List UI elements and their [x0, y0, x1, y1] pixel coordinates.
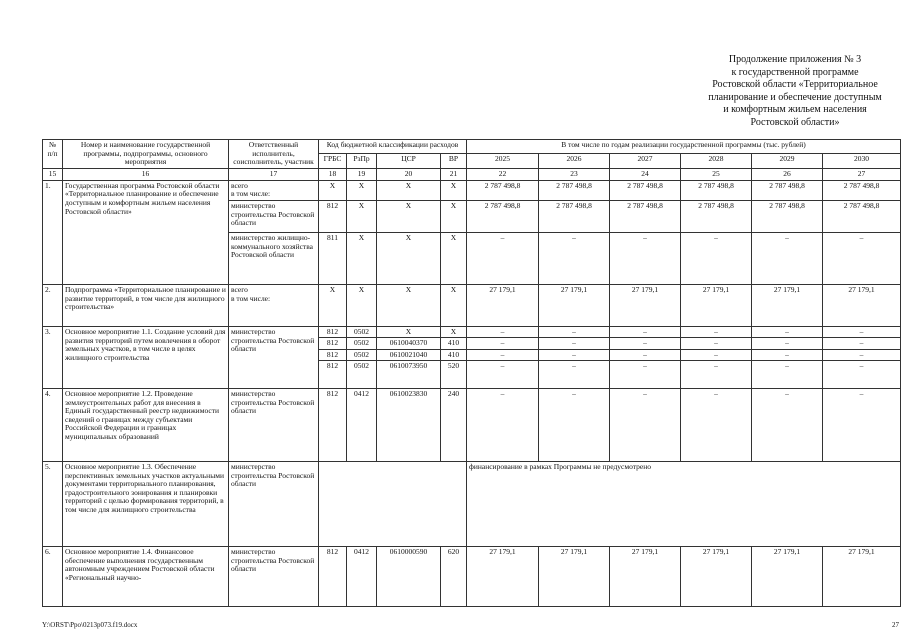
code-vr: Х [441, 200, 467, 232]
code-vr: Х [441, 180, 467, 200]
year-value: 27 179,1 [823, 284, 901, 326]
row-number: 6. [43, 546, 63, 606]
row-name: Основное мероприятие 1.4. Финансовое обеспечение выполнения государственным автономным учреждением Ростовской области «Региональный научно- [63, 546, 229, 606]
year-value: 2 787 498,8 [610, 200, 681, 232]
year-value: 27 179,1 [752, 284, 823, 326]
column-number: 23 [539, 168, 610, 180]
year-value: 27 179,1 [610, 546, 681, 606]
row-name: Подпрограмма «Территориальное планирование и развитие территорий, в том числе для жилищного строительства» [63, 284, 229, 326]
table-row [43, 388, 901, 461]
year-value: – [572, 326, 576, 336]
page-number: 27 [892, 621, 899, 629]
header-rzpr: РзПр [347, 154, 377, 168]
code-vr: 620 [441, 546, 467, 606]
row-number: 5. [43, 461, 63, 546]
year-value-stack [610, 326, 681, 388]
code-csr: 0610021040 [377, 349, 440, 361]
code-vr: 410 [441, 349, 466, 361]
header-name: Номер и наименование государственной программы, подпрограммы, основного мероприятия [63, 140, 229, 169]
year-value: – [681, 232, 752, 284]
year-value-stack [752, 326, 823, 388]
code-rzpr-stack [347, 326, 377, 388]
code-grbs: 812 [319, 546, 347, 606]
year-value: – [823, 337, 900, 349]
code-csr: Х [377, 284, 441, 326]
code-grbs: 812 [319, 360, 346, 372]
code-grbs: 812 [319, 349, 346, 361]
appendix-note-line: Продолжение приложения № 3 [728, 54, 862, 65]
year-value: 27 179,1 [823, 546, 901, 606]
year-value: – [681, 349, 751, 361]
year-value: 2 787 498,8 [823, 200, 901, 232]
code-csr: 0610023830 [377, 388, 441, 461]
column-number: 26 [752, 168, 823, 180]
budget-table [42, 139, 901, 607]
year-value: – [467, 349, 538, 361]
column-number: 15 [43, 168, 63, 180]
year-value: – [500, 326, 505, 336]
year-value: 2 787 498,8 [467, 200, 539, 232]
row-responsible: всего в том числе: [229, 180, 319, 200]
code-csr-stack [377, 326, 441, 388]
table-row [43, 461, 901, 546]
row-responsible: министерство строительства Ростовской области [229, 546, 319, 606]
header-year: 2025 [467, 154, 539, 168]
year-value: – [752, 349, 822, 361]
year-value: 2 787 498,8 [752, 200, 823, 232]
appendix-note-line: к государственной программе [731, 66, 859, 78]
year-value: – [785, 326, 789, 336]
year-value: – [823, 349, 900, 361]
code-grbs: 812 [326, 326, 339, 336]
year-value: – [467, 360, 538, 372]
year-value: 27 179,1 [681, 284, 752, 326]
code-rzpr: 0502 [354, 326, 369, 336]
code-rzpr: 0502 [347, 337, 376, 349]
code-csr: 0610000590 [377, 546, 441, 606]
column-number: 20 [377, 168, 441, 180]
year-value: – [610, 388, 681, 461]
year-value: – [752, 337, 822, 349]
column-number: 24 [610, 168, 681, 180]
code-vr: 240 [441, 388, 467, 461]
year-value-stack [823, 326, 901, 388]
header-year: 2028 [681, 154, 752, 168]
code-csr: Х [377, 232, 441, 284]
year-value: 2 787 498,8 [610, 180, 681, 200]
year-value: – [752, 360, 822, 372]
column-number: 19 [347, 168, 377, 180]
year-value: – [681, 337, 751, 349]
row-number: 1. [43, 180, 63, 284]
year-value: 27 179,1 [539, 284, 610, 326]
code-csr: Х [377, 200, 441, 232]
table-row [43, 326, 901, 388]
column-number: 25 [681, 168, 752, 180]
code-grbs: 812 [319, 388, 347, 461]
year-value: – [859, 326, 864, 336]
year-value: – [467, 232, 539, 284]
year-value: – [539, 232, 610, 284]
column-number-row [43, 168, 901, 180]
header-grbs: ГРБС [319, 154, 347, 168]
code-grbs: Х [319, 284, 347, 326]
header-code-group: Код бюджетной классификации расходов [319, 140, 467, 154]
year-value: – [610, 349, 680, 361]
year-value: – [823, 232, 901, 284]
year-value: 2 787 498,8 [681, 180, 752, 200]
row-responsible: министерство строительства Ростовской области [229, 388, 319, 461]
table-row [43, 546, 901, 606]
code-vr: Х [441, 284, 467, 326]
header-num: № п/п [43, 140, 63, 169]
year-value: – [714, 326, 718, 336]
footer-file-path: Y:\ORST\Ppo\0213p073.f19.docx [42, 621, 138, 629]
table-row [43, 284, 901, 326]
code-rzpr: 0502 [347, 360, 376, 372]
row-responsible: министерство жилищно-коммунального хозяйства Ростовской области [229, 232, 319, 284]
code-rzpr: 0412 [347, 546, 377, 606]
code-vr-stack [441, 326, 467, 388]
table-row [43, 180, 901, 200]
row-name: Основное мероприятие 1.3. Обеспечение перспективных земельных участков актуальными документами территориального планирования, градостроительного зонирования и планировки территорий с целью формирования территорий, в том числе для жилищного строительства [63, 461, 229, 546]
code-vr: 410 [441, 337, 466, 349]
header-year: 2026 [539, 154, 610, 168]
year-value: – [539, 388, 610, 461]
code-csr: Х [405, 326, 412, 336]
appendix-note [690, 54, 900, 129]
code-grbs: Х [319, 180, 347, 200]
code-rzpr: Х [347, 284, 377, 326]
header-csr: ЦСР [377, 154, 441, 168]
year-value: 27 179,1 [467, 284, 539, 326]
header-years-group: В том числе по годам реализации государственной программы (тыс. рублей) [467, 140, 901, 154]
header-year: 2030 [823, 154, 901, 168]
year-value: 27 179,1 [681, 546, 752, 606]
appendix-note-line: и комфортным жильем населения [723, 104, 867, 115]
header-year: 2027 [610, 154, 681, 168]
year-value: – [643, 326, 647, 336]
year-value: – [681, 360, 751, 372]
merged-spacer [319, 461, 467, 546]
column-number: 18 [319, 168, 347, 180]
row-name: Основное мероприятие 1.1. Создание условий для развития территорий путем вовлечения в оборот земельных участков, в том числе в целях жилищного строительства [63, 326, 229, 388]
year-value-stack [681, 326, 752, 388]
row-responsible: министерство строительства Ростовской области [229, 200, 319, 232]
year-value: – [539, 337, 609, 349]
row-name: Основное мероприятие 1.2. Проведение землеустроительных работ для внесения в Единый государственный реестр недвижимости сведений о границах между субъектами Российской Федерации и границах муниципальных образований [63, 388, 229, 461]
row-number: 2. [43, 284, 63, 326]
header-vr: ВР [441, 154, 467, 168]
row-responsible: министерство строительства Ростовской области [229, 461, 319, 546]
year-value: – [681, 388, 752, 461]
year-value: – [823, 388, 901, 461]
year-value-stack [467, 326, 539, 388]
code-rzpr: Х [347, 232, 377, 284]
year-value: – [610, 360, 680, 372]
year-value: 2 787 498,8 [467, 180, 539, 200]
code-vr: Х [441, 232, 467, 284]
row-number: 3. [43, 326, 63, 388]
row-responsible: министерство строительства Ростовской области [229, 326, 319, 388]
code-rzpr: 0412 [347, 388, 377, 461]
year-value: 27 179,1 [467, 546, 539, 606]
appendix-note-line: Ростовской области «Территориальное [712, 79, 878, 90]
year-value-stack [539, 326, 610, 388]
year-value: – [752, 388, 823, 461]
row-number: 4. [43, 388, 63, 461]
header-row [43, 140, 901, 154]
column-number: 16 [63, 168, 229, 180]
year-value: 27 179,1 [610, 284, 681, 326]
code-grbs: 812 [319, 337, 346, 349]
code-csr: 0610073950 [377, 360, 440, 372]
row-responsible: всего в том числе: [229, 284, 319, 326]
code-vr: 520 [441, 360, 466, 372]
code-vr: Х [450, 326, 457, 336]
year-value: – [539, 360, 609, 372]
code-grbs-stack [319, 326, 347, 388]
code-csr: 0610040370 [377, 337, 440, 349]
year-value: 2 787 498,8 [823, 180, 901, 200]
code-rzpr: Х [347, 200, 377, 232]
row-name: Государственная программа Ростовской области «Территориальное планирование и обеспечение доступным и комфортным жильем населения Ростовской области» [63, 180, 229, 284]
year-value: 27 179,1 [752, 546, 823, 606]
appendix-note-line: планирование и обеспечение доступным [708, 91, 882, 103]
year-value: – [823, 360, 900, 372]
code-csr: Х [377, 180, 441, 200]
code-grbs: 812 [319, 200, 347, 232]
year-value: 2 787 498,8 [681, 200, 752, 232]
column-number: 17 [229, 168, 319, 180]
year-value: 2 787 498,8 [539, 200, 610, 232]
year-value: 27 179,1 [539, 546, 610, 606]
code-rzpr: Х [347, 180, 377, 200]
financing-note: финансирование в рамках Программы не предусмотрено [467, 461, 901, 546]
year-value: 2 787 498,8 [752, 180, 823, 200]
year-value: – [610, 337, 680, 349]
appendix-note-line: Ростовской области» [750, 116, 840, 128]
year-value: – [467, 337, 538, 349]
year-value: 2 787 498,8 [539, 180, 610, 200]
year-value: – [467, 388, 539, 461]
column-number: 27 [823, 168, 901, 180]
year-value: – [752, 232, 823, 284]
header-responsible: Ответственный исполнитель, соисполнитель, участник [229, 140, 319, 169]
code-rzpr: 0502 [347, 349, 376, 361]
year-value: – [610, 232, 681, 284]
code-grbs: 811 [319, 232, 347, 284]
column-number: 22 [467, 168, 539, 180]
year-value: – [539, 349, 609, 361]
header-year: 2029 [752, 154, 823, 168]
column-number: 21 [441, 168, 467, 180]
